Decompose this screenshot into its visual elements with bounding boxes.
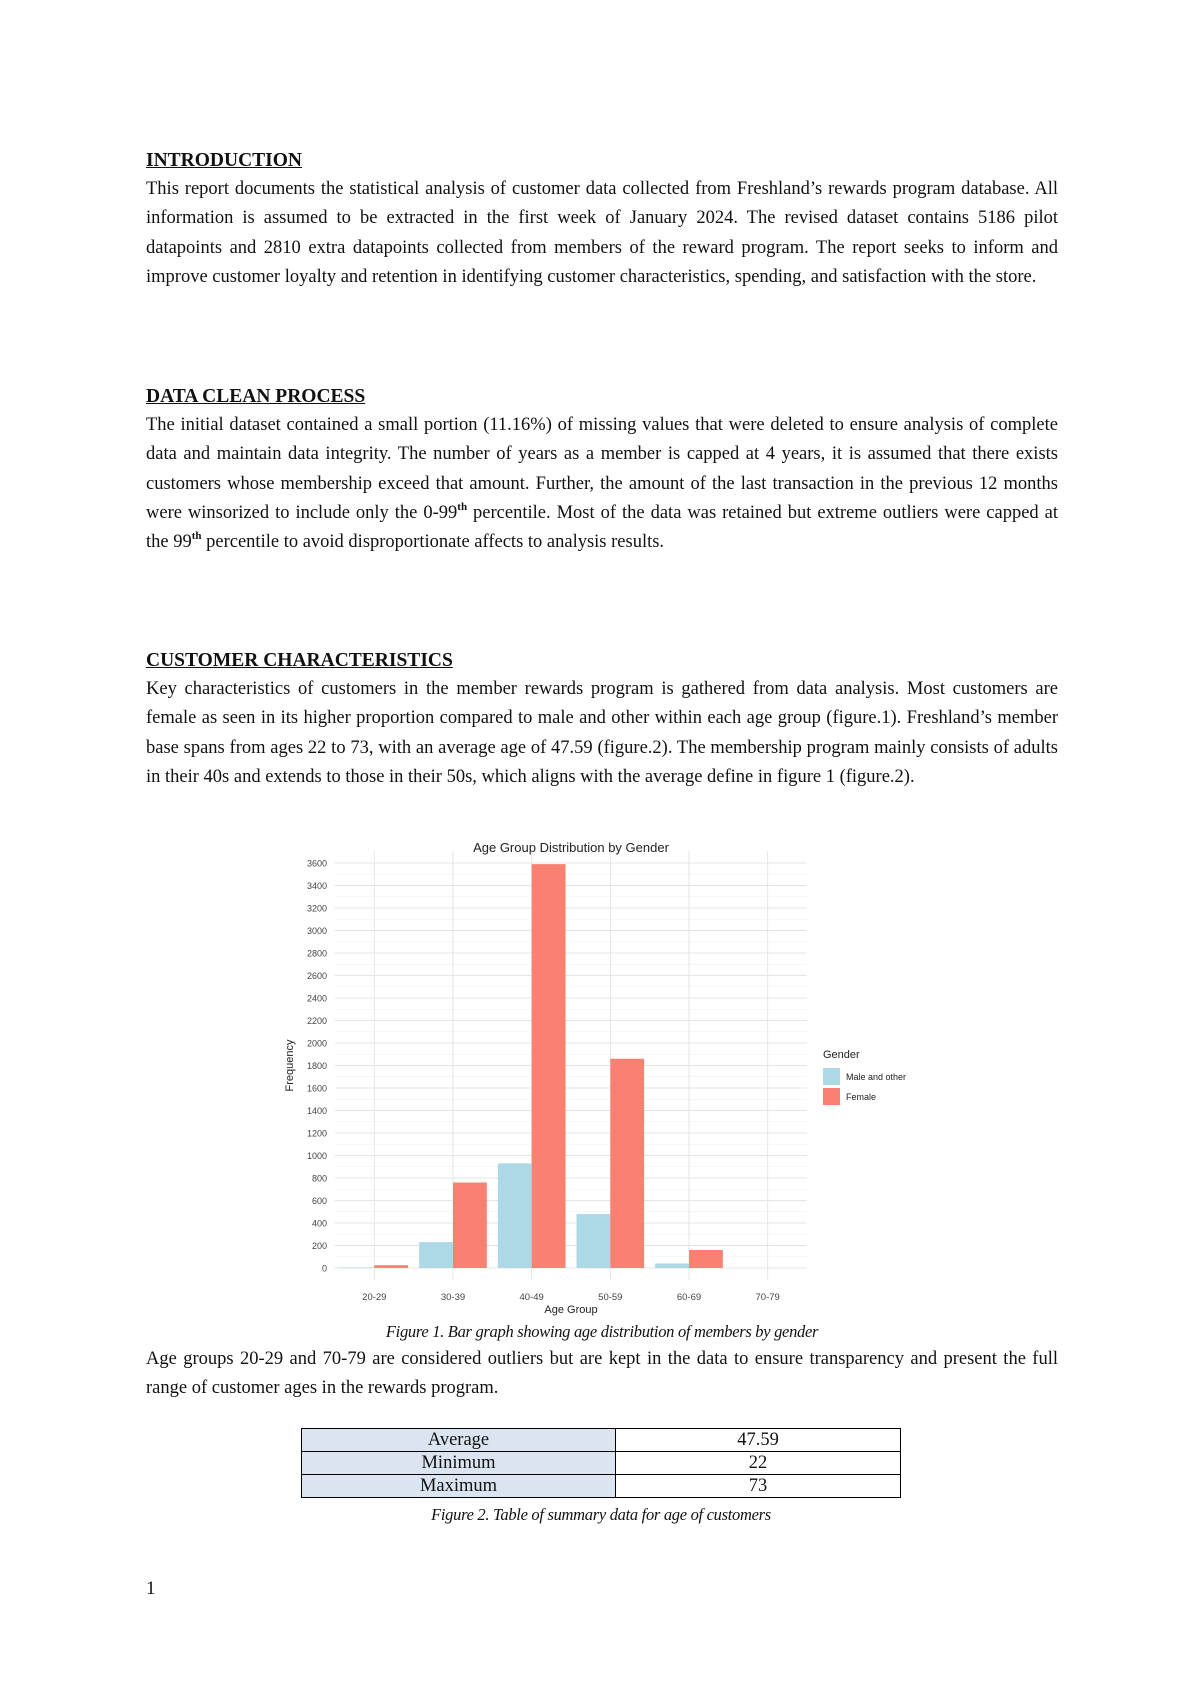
age-summary-table (301, 1428, 901, 1498)
bar-male-and-other-20-29 (341, 1267, 375, 1268)
bar-male-and-other-60-69 (655, 1264, 689, 1269)
data-clean-text-3: percentile to avoid disproportionate affects to analysis results. (201, 532, 665, 553)
y-tick-label: 2200 (306, 1016, 327, 1026)
introduction-paragraph: This report documents the statistical analysis of customer data collected from Freshland’s rewards program database. All information is assumed to be extracted in the first week of January 2024. The revised dataset contains 5186 pilot datapoints and 2810 extra datapoints collected from members of the reward program. The report seeks to inform and improve customer loyalty and retention in identifying customer characteristics, spending, and satisfaction with the store. (146, 179, 1058, 287)
superscript-th-2: th (191, 530, 202, 543)
legend-label: Male and other (846, 1072, 907, 1082)
y-tick-label: 3200 (306, 903, 327, 914)
y-tick-label: 1600 (306, 1083, 327, 1094)
table-row (302, 1429, 901, 1452)
legend-label: Female (846, 1092, 877, 1102)
table-value-cell: 47.59 (616, 1429, 901, 1452)
y-tick-label: 400 (311, 1218, 327, 1229)
table-label-cell: Maximum (302, 1475, 616, 1498)
data-clean-text-1: The initial dataset contained a small portion (11.16%) of missing values that were deleted to ensure analysis of complete data and maintain data integrity. The number of years as a member is capped at 4 years, it is assumed that there exists customers whose membership exceed that amount. Further, the amount of the last transaction in the previous 12 months were winsorized to include only the 0-99 (146, 415, 1058, 523)
y-tick-label: 200 (311, 1241, 327, 1251)
page-number: 1 (146, 1578, 156, 1599)
x-tick-label: 50-59 (598, 1292, 623, 1303)
introduction-heading: INTRODUCTION (146, 150, 303, 171)
x-tick-label: 30-39 (440, 1292, 466, 1303)
y-tick-label: 2600 (306, 971, 327, 981)
figure-2-caption: Figure 2. Table of summary data for age of customers (431, 1505, 771, 1524)
y-tick-label: 2000 (306, 1038, 327, 1049)
customer-characteristics-section (146, 646, 1058, 792)
y-tick-label: 1000 (306, 1151, 327, 1161)
x-axis-title: Age Group (544, 1304, 598, 1316)
y-tick-label: 3600 (306, 858, 327, 869)
after-figure-paragraph: Age groups 20-29 and 70-79 are considered outliers but are kept in the data to ensure transparency and present the full range of customer ages in the rewards program. (146, 1349, 1058, 1399)
chart-title: Age Group Distribution by Gender (473, 840, 669, 855)
bar-male-and-other-30-39 (419, 1242, 453, 1268)
legend-swatch (823, 1088, 840, 1105)
y-tick-label: 1800 (306, 1061, 327, 1071)
bar-female-20-29 (374, 1265, 408, 1268)
y-tick-label: 3400 (306, 881, 327, 891)
table-label-cell: Minimum (302, 1452, 616, 1475)
x-tick-label: 20-29 (362, 1292, 387, 1303)
after-figure-section (146, 1345, 1058, 1404)
y-tick-label: 2800 (306, 948, 327, 959)
bar-male-and-other-50-59 (577, 1214, 611, 1268)
introduction-section (146, 146, 1058, 292)
y-tick-label: 800 (311, 1173, 327, 1184)
y-tick-label: 1400 (306, 1106, 327, 1116)
y-tick-label: 600 (311, 1196, 327, 1206)
table-value-cell: 73 (616, 1475, 901, 1498)
y-tick-label: 2400 (306, 993, 327, 1004)
legend-swatch (823, 1068, 840, 1085)
data-clean-text-2: percentile. Most of the data was retained but extreme outliers were capped at the 99 (146, 502, 1059, 553)
table-label-cell: Average (302, 1429, 616, 1452)
data-clean-heading: DATA CLEAN PROCESS (146, 386, 366, 407)
y-tick-label: 0 (321, 1263, 327, 1274)
x-tick-label: 70-79 (755, 1292, 780, 1303)
legend-title: Gender (823, 1049, 860, 1061)
bar-female-30-39 (453, 1183, 487, 1269)
table-value-cell: 22 (616, 1452, 901, 1475)
data-clean-paragraph (146, 411, 1058, 557)
y-tick-label: 3000 (306, 926, 327, 936)
age-distribution-chart (279, 840, 919, 1320)
superscript-th-1: th (457, 500, 468, 513)
figure-1-caption: Figure 1. Bar graph showing age distribution of members by gender (385, 1322, 819, 1341)
x-tick-label: 60-69 (676, 1292, 702, 1303)
bar-female-40-49 (532, 864, 566, 1268)
bar-female-50-59 (610, 1059, 644, 1268)
x-tick-label: 40-49 (519, 1292, 544, 1303)
bar-female-60-69 (689, 1250, 723, 1268)
table-row (302, 1452, 901, 1475)
data-clean-section (146, 382, 1058, 557)
customer-characteristics-heading: CUSTOMER CHARACTERISTICS (146, 650, 453, 671)
table-row (302, 1475, 901, 1498)
customer-characteristics-paragraph: Key characteristics of customers in the member rewards program is gathered from data analysis. Most customers are female as seen in its higher proportion compared to male and other within each age group (figure.1). Freshland’s member base spans from ages 22 to 73, with an average age of 47.59 (figure.2). The membership program mainly consists of adults in their 40s and extends to those in their 50s, which aligns with the average define in figure 1 (figure.2). (146, 679, 1058, 787)
y-tick-label: 1200 (306, 1128, 327, 1139)
bar-male-and-other-40-49 (498, 1163, 532, 1268)
y-axis-title: Frequency (284, 1039, 296, 1092)
chart-svg (279, 840, 919, 1320)
